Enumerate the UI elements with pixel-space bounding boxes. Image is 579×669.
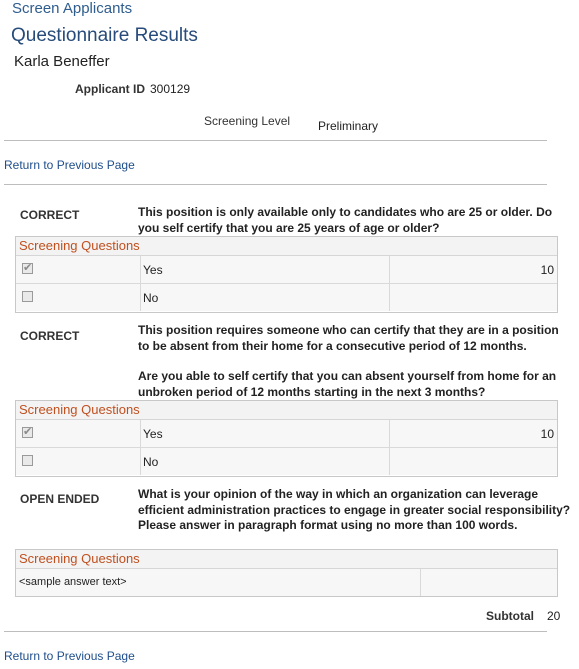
question-1-text: This position is only available only to candidates who are 25 or older. Do you self certify that you are 25 years of age or older? [138,205,553,235]
answer-row-yes [16,420,557,448]
answer-label: No [143,291,159,305]
divider [4,631,547,632]
breadcrumb[interactable]: Screen Applicants [12,0,133,17]
applicant-id-label: Applicant ID [75,82,146,96]
page-title: Questionnaire Results [11,25,198,46]
screening-questions-grid-1 [15,236,558,313]
grid-title: Screening Questions [16,401,557,420]
question-2-text-part1: This position requires someone who can certify that they are in a position to be absent from their home for a consecutive period of 12 months. [138,323,559,353]
applicant-id-value: 300129 [150,82,191,96]
subtotal-label: Subtotal [486,609,534,623]
subtotal-value: 20 [547,609,561,623]
checkbox-unchecked-icon[interactable] [22,455,33,466]
return-to-previous-page-link-top[interactable]: Return to Previous Page [4,158,135,172]
screening-level-label: Screening Level [204,114,291,128]
divider [4,140,547,141]
divider [4,184,547,185]
question-3-text: What is your opinion of the way in which an organization can leverage efficient administration practices to engage in greater social responsibility? Please answer in paragraph format using no more than 100 words. [138,487,571,532]
grid-title: Screening Questions [16,550,557,569]
answer-row-no [16,448,557,475]
question-2-text-part2: Are you able to self certify that you can absent yourself from home for an unbroken period of 12 months starting in the next 3 months? [138,369,557,399]
answer-text-row [16,569,557,596]
return-to-previous-page-link-bottom[interactable]: Return to Previous Page [4,649,135,663]
answer-points: 10 [540,263,554,277]
question-2-status: CORRECT [20,329,80,343]
answer-row-no [16,284,557,311]
screening-level-value: Preliminary [318,119,379,133]
question-1-status: CORRECT [20,208,80,222]
answer-row-yes [16,256,557,284]
screening-questions-grid-2 [15,400,558,477]
checkbox-checked-icon[interactable]: ✔ [23,426,33,438]
answer-label: Yes [143,427,163,441]
applicant-name: Karla Beneffer [14,53,110,70]
answer-label: Yes [143,263,163,277]
answer-points: 10 [540,427,554,441]
screening-questions-grid-3 [15,549,558,597]
grid-title: Screening Questions [16,237,557,256]
checkbox-checked-icon[interactable]: ✔ [23,262,33,274]
answer-label: No [143,455,159,469]
answer-text: <sample answer text> [19,576,127,588]
question-3-status: OPEN ENDED [20,492,100,506]
checkbox-unchecked-icon[interactable] [22,291,33,302]
